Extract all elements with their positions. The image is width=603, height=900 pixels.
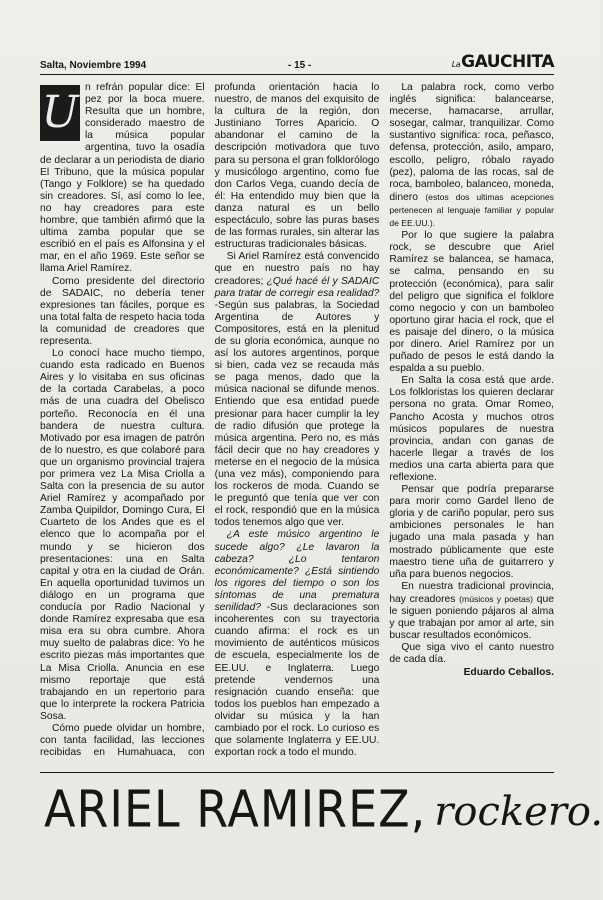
article-paragraph: ¿A este músico argentino le sucede algo? ¿Le lavaron la cabeza? ¿Lo tentaron económicamente? ¿Está sintiendo los rigores del tiempo o son los síntomas de una prematura senilidad? -Sus declaraciones son incoherentes con su trayectoria cuando afirma: el rock es un movimiento de auténticos músicos de escuela, especialmente los de EE.UU. e Inglaterra. Luego pretende vendernos una resignación cuando enseña: que todos los pueblos han empezado a olvidar su música y la han cambiado por el rock. Lo curioso es que solamente Inglaterra y EE.UU. exportan rock a todo el mundo. — [214, 529, 380, 759]
author-signature: Eduardo Ceballos. — [463, 666, 554, 678]
logo-prefix: La — [451, 60, 461, 69]
article-paragraph: En nuestra tradicional provincia, hay creadores (músicos y poetas) que le siguen poniendo pájaros al alma y que trabajan por amor al arte, sin buscar resultados económicos. — [389, 580, 554, 642]
article-body — [40, 82, 554, 764]
article-paragraph: Lo conocí hace mucho tiempo, cuando esta radicado en Buenos Aires y lo visitaba en sus oficinas de la cortada Carabelas, a poco más de una cuadra del Obelisco porteño. Reconocía en él una bandera de nuestra cultura. Motivado por esa imagen de patrón de lo nuestro, es que colaboré para que un organismo provincial trajera por primera vez La Misa Criolla a Salta con la presencia de su autor Ariel Ramírez y acompañado por Zamba Quipildor, Domingo Cura, El Cuarteto de los Andes que es el elenco que lo acompaña por el mundo y se hicieron dos presentaciones: una en Salta capital y otra en la ciudad de Orán. En aquella oportunidad tuvimos un diálogo en un programa que conducía por Radio Nacional y donde Ramírez expresaba que esa misa era su obra cumbre. Ahora muy suelto de palabras dice: Yo he escrito piezas más importantes que La Misa Criolla. Anuncia en ese mismo reportaje que está trabajando en un repertorio para que lo interprete la rockera Patricia Sosa. — [40, 348, 205, 722]
article-paragraph: Si Ariel Ramírez está convencido que en nuestro país no hay creadores; ¿Qué hacé él y SADAIC para tratar de corregir esa realidad? -Según sus palabras, la Sociedad Argentina de Autores y Compositores, está en la plenitud de su gloria económica, aunque no así los autores argentinos, porque si bien, cada vez se recauda más se paga menos, dado que la música nacional se difunde menos. Entiendo que esa entidad puede presionar para hacer cumplir la ley de radio difusión que protege la música argentina. Pero no, es más fácil decir que no hay creadores y meterse en el negocio de la música (una vez más), componiendo para los rockeros de moda. Cuando se le preguntó que tenía que ver con el rock, respondió que en la música todos tenemos algo que ver. — [214, 251, 380, 529]
header-rule — [40, 74, 554, 75]
article-paragraph: Cómo puede olvidar un hombre, con tanta facilidad, las lecciones recibidas en Humahuaca, con profunda orientación hacia lo nuestro, de manos del exquisito de la cultura de la región, don Justiniano Torres Aparicio. O abandonar el camino de la descripción motivadora que tuvo para su persona el gran folklorólogo y musicólogo argentino, como fue don Carlos Vega, cuando decía de él: Ha entendido muy bien que la danza natural es un bello espectáculo, sobre las puras bases de las formas rurales, sin alterar las estructuras tradicionales básicas. — [40, 82, 380, 759]
article-title — [44, 779, 603, 852]
italic-questions: ¿A este músico argentino le sucede algo? ¿Le lavaron la cabeza? ¿Lo tentaron económicamente? ¿Está sintiendo los rigores del tiempo o son los síntomas de una prematura senilidad? — [214, 529, 380, 614]
page-header — [40, 52, 554, 74]
article-paragraph: Que siga vivo el canto nuestro de cada día. — [389, 642, 554, 666]
article-paragraph: Pensar que podría prepararse para morir como Gardel lleno de gloria y de cariño popular, pero sus ambiciones personales le han jugado una mala pasada y han mostrado públicamente que este maestro tiene uña de guitarrero y uña para buenos negocios. — [389, 484, 554, 580]
article-paragraph: En Salta la cosa está que arde. Los folkloristas los quieren declarar persona no grata. Omar Romeo, Pancho Acosta y muchos otros músicos populares de nuestra provincia, andan con ganas de hacerle llegar a través de los medios una carta abierta para que reflexione. — [389, 375, 554, 483]
italic-question: ¿Qué hacé él y SADAIC para tratar de corregir esa realidad? — [214, 275, 380, 299]
drop-cap: U — [40, 85, 80, 141]
article-paragraph: La palabra rock, como verbo inglés significa: balancearse, mecerse, hamacarse, arrullar, sosegar, calmar, tranquilizar. Como sustantivo significa: roca, peñasco, defensa, protección, asilo, amparo, escollo, peligro, róbalo rayado (pez), paloma de las rocas, sal de roca, bamboleo, balanceo, moneda, dinero (estos dos ultimas acepciones pertenecen al lenguaje familiar y popular de EE.UU.). — [389, 82, 554, 229]
issue-date: Salta, Noviembre 1994 — [40, 60, 147, 71]
title-script: rockero. — [434, 789, 603, 835]
aside-text: (músicos y poetas) — [459, 593, 534, 604]
article-paragraph: Como presidente del directorio de SADAIC, no debería tener expresiones tan fáciles, porque es una total falta de respeto hacia toda la comunidad de creadores que representa. — [40, 275, 205, 347]
article-paragraph: U n refrán popular dice: El pez por la boca muere. Resulta que un hombre, considerado maestro de la música popular argentina, tuvo la osadía de declarar a un periodista de diario El Tribuno, que la música popular (Tango y Folklore) se ha quedado sin creadores. Sí, así como lo lee, no hay creadores para este hombre, que también afirmó que la ultima zamba popular que se escribió en el país es Alfonsina y el mar, en el año 1969. Este señor se llama Ariel Ramírez. — [40, 82, 205, 275]
title-rule — [40, 772, 554, 773]
footnote-text: (estos dos ultimas acepciones pertenecen al lenguaje familiar y popular de EE.UU.). — [389, 191, 554, 229]
article-paragraph: Por lo que sugiere la palabra rock, se descubre que Ariel Ramírez se balancea, se hamaca, se calma, pensando en su protección (económica), para salir del peligro que significa el folklore como negocio y con un bamboleo oportuno girar hacia el rock, que el es paisaje del dinero, o la música por dinero. Ariel Ramírez por un puñado de pesos le está dando la espalda a su pueblo. — [389, 230, 554, 375]
logo-text: GAUCHITA — [461, 52, 554, 72]
page-number: - 15 - — [288, 60, 312, 71]
publication-logo — [452, 52, 554, 72]
title-main: ARIEL RAMIREZ, — [44, 779, 427, 839]
